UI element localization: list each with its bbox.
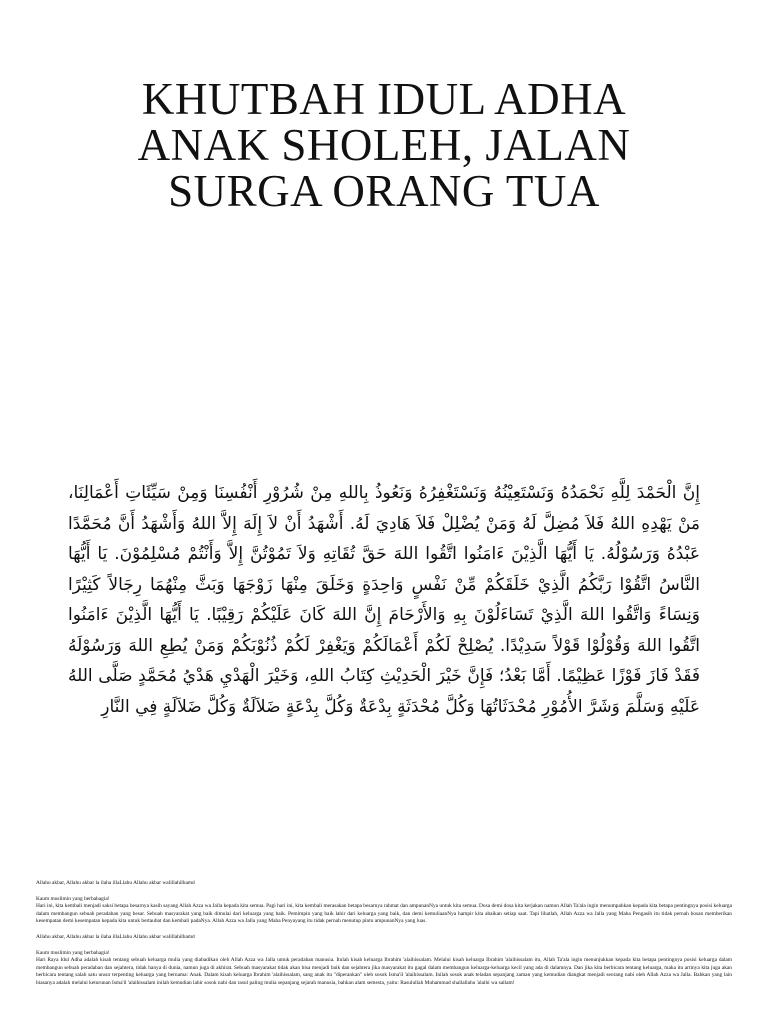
title-line-2: ANAK SHOLEH, JALAN [137,120,631,170]
document-title [60,76,708,214]
sermon-body [36,880,732,988]
title-line-3: SURGA ORANG TUA [168,166,600,216]
takbir-line-1: Allahu akbar, Allahu akbar la ilaha illaLlahu Allahu akbar walillahilhamd [36,880,195,886]
paragraph-1: Hari ini, kita kembali menjadi saksi betapa besarnya kasih sayang Allah Azza wa Jalla kepada kita semua. Pagi hari ini, kita kembali merasakan betapa besarnya rahmat dan ampunanNya untuk kita semua. Dosa demi dosa kita kerjakan namun Allah Ta'ala ingin menumpahkan kepada kita betapa pentingnya posisi keluarga dalam membangun sebuah peradaban yang besar. Sebuah masyarakat yang baik dimulai dari keluarga yang baik. Pemimpin yang baik lahir dari keluarga yang baik, dan demi kemuliaanNya hampir kita abaikan setiap saat. Tapi lihatlah, Allah Azza wa Jalla yang Maha Pengasih itu tidak pernah bosan memberikan kesempatan demi kesempatan kepada kita untuk bertaubat dan kembali padaNya. Allah Azza wa Jalla yang Maha Penyayang itu tidak pernah menutup pintu ampunanNya yang luas. [36,903,732,925]
paragraph-2: Hari Raya Idul Adha adalah kisah tentang sebuah keluarga mulia yang diabadikan oleh Allah Azza wa Jalla untuk peradaban manusia. Itulah kisah keluarga Ibrahim 'alaihissalam. Melalui kisah keluarga Ibrahim 'alaihissalam itu, Allah Ta'ala ingin menunjukkan kepada kita betapa pentingnya posisi keluarga dalam membangun sebuah peradaban dan sejahtera, tidak hanya di dunia, namun juga di akhirat. Sebuah masyarakat tidak akan bisa menjadi baik dan sejahtera jika masyarakat itu gagal dalam membangun keluarga-keluarga kecil yang ada di dalamnya. Dan jika kita berbicara tentang keluarga, maka itu artinya kita juga akan berbicara tentang salah satu unsur terpenting keluarga yang bernama: Anak. Dalam kisah keluarga Ibrahim 'alaihissalam, sang anak itu "diperankan" oleh sosok Isma'il 'alaihissalam. Inilah sosok anak teladan sepanjang zaman yang kemudian diangkat menjadi seorang nabi oleh Allah Azza wa Jalla. Bahkan yang lain biasanya adalah melalui keturunan Isma'il 'alaihissalam inilah kemudian lahir sosok nabi dan rasul paling mulia sepanjang sejarah manusia, bahkan alam semesta, yaitu: Rasulullah Muhammad shallallahu 'alaihi wa sallam! [36,957,732,986]
title-line-1: KHUTBAH IDUL ADHA [141,74,627,124]
greeting-2: Kaum muslimin yang berbahagia! [36,949,110,956]
greeting-1: Kaum muslimin yang berbahagia! [36,895,110,902]
arabic-opening-prayer: إِنَّ الْحَمْدَ لِلَّهِ نَحْمَدُهُ وَنَسْتَعِيْنُهُ وَنَسْتَغْفِرُهُ وَنَعُوذُ بِاللهِ مِنْ شُرُوْرِ أَنْفُسِنَا وَمِنْ سَيِّئَاتِ أَعْمَالِنَا، مَنْ يَهْدِهِ اللهُ فَلاَ مُضِلَّ لَهُ وَمَنْ يُضْلِلْ فَلاَ هَادِيَ لَهُ. أَشْهَدُ أَنْ لاَ إِلَهَ إِلاَّ اللهُ وَأَشْهَدُ أَنَّ مُحَمَّدًا عَبْدُهُ وَرَسُوْلُهُ. يَا أَيُّهَا الَّذِيْنَ ءَامَنُوا اتَّقُوا اللهَ حَقَّ تُقَاتِهِ وَلاَ تَمُوْتُنَّ إِلاَّ وَأَنْتُمْ مُسْلِمُوْنَ. يَا أَيُّهَا النَّاسُ اتَّقُوْا رَبَّكُمُ الَّذِيْ خَلَقَكُمْ مِّنْ نَفْسٍ وَاحِدَةٍ وَخَلَقَ مِنْهَا زَوْجَهَا وَبَثَّ مِنْهُمَا رِجَالاً كَثِيْرًا وَنِسَاءً وَاتَّقُوا اللهَ الَّذِيْ تَسَاءَلُوْنَ بِهِ وَالأَرْحَامَ إِنَّ اللهَ كَانَ عَلَيْكُمْ رَقِيْبًا. يَا أَيُّهَا الَّذِيْنَ ءَامَنُوا اتَّقُوا اللهَ وَقُوْلُوْا قَوْلاً سَدِيْدًا. يُصْلِحْ لَكُمْ أَعْمَالَكُمْ وَيَغْفِرْ لَكُمْ ذُنُوْبَكُمْ وَمَنْ يُطِعِ اللهَ وَرَسُوْلَهُ فَقَدْ فَازَ فَوْزًا عَظِيْمًا. أَمَّا بَعْدُ؛ فَإِنَّ خَيْرَ الْحَدِيْثِ كِتَابُ اللهِ، وَخَيْرَ الْهَدْيِ هَدْيُ مُحَمَّدٍ صَلَّى اللهُ عَلَيْهِ وَسَلَّمَ وَشَرَّ الأُمُوْرِ مُحْدَثَاتُهَا وَكُلَّ مُحْدَثَةٍ بِدْعَةٌ وَكُلَّ بِدْعَةٍ ضَلاَلَةٌ وَكُلَّ ضَلاَلَةٍ فِي النَّارِ [68,483,700,717]
takbir-line-2: Allahu akbar, Allahu akbar la ilaha illaLlahu Allahu akbar walillahilhamd [36,933,195,940]
